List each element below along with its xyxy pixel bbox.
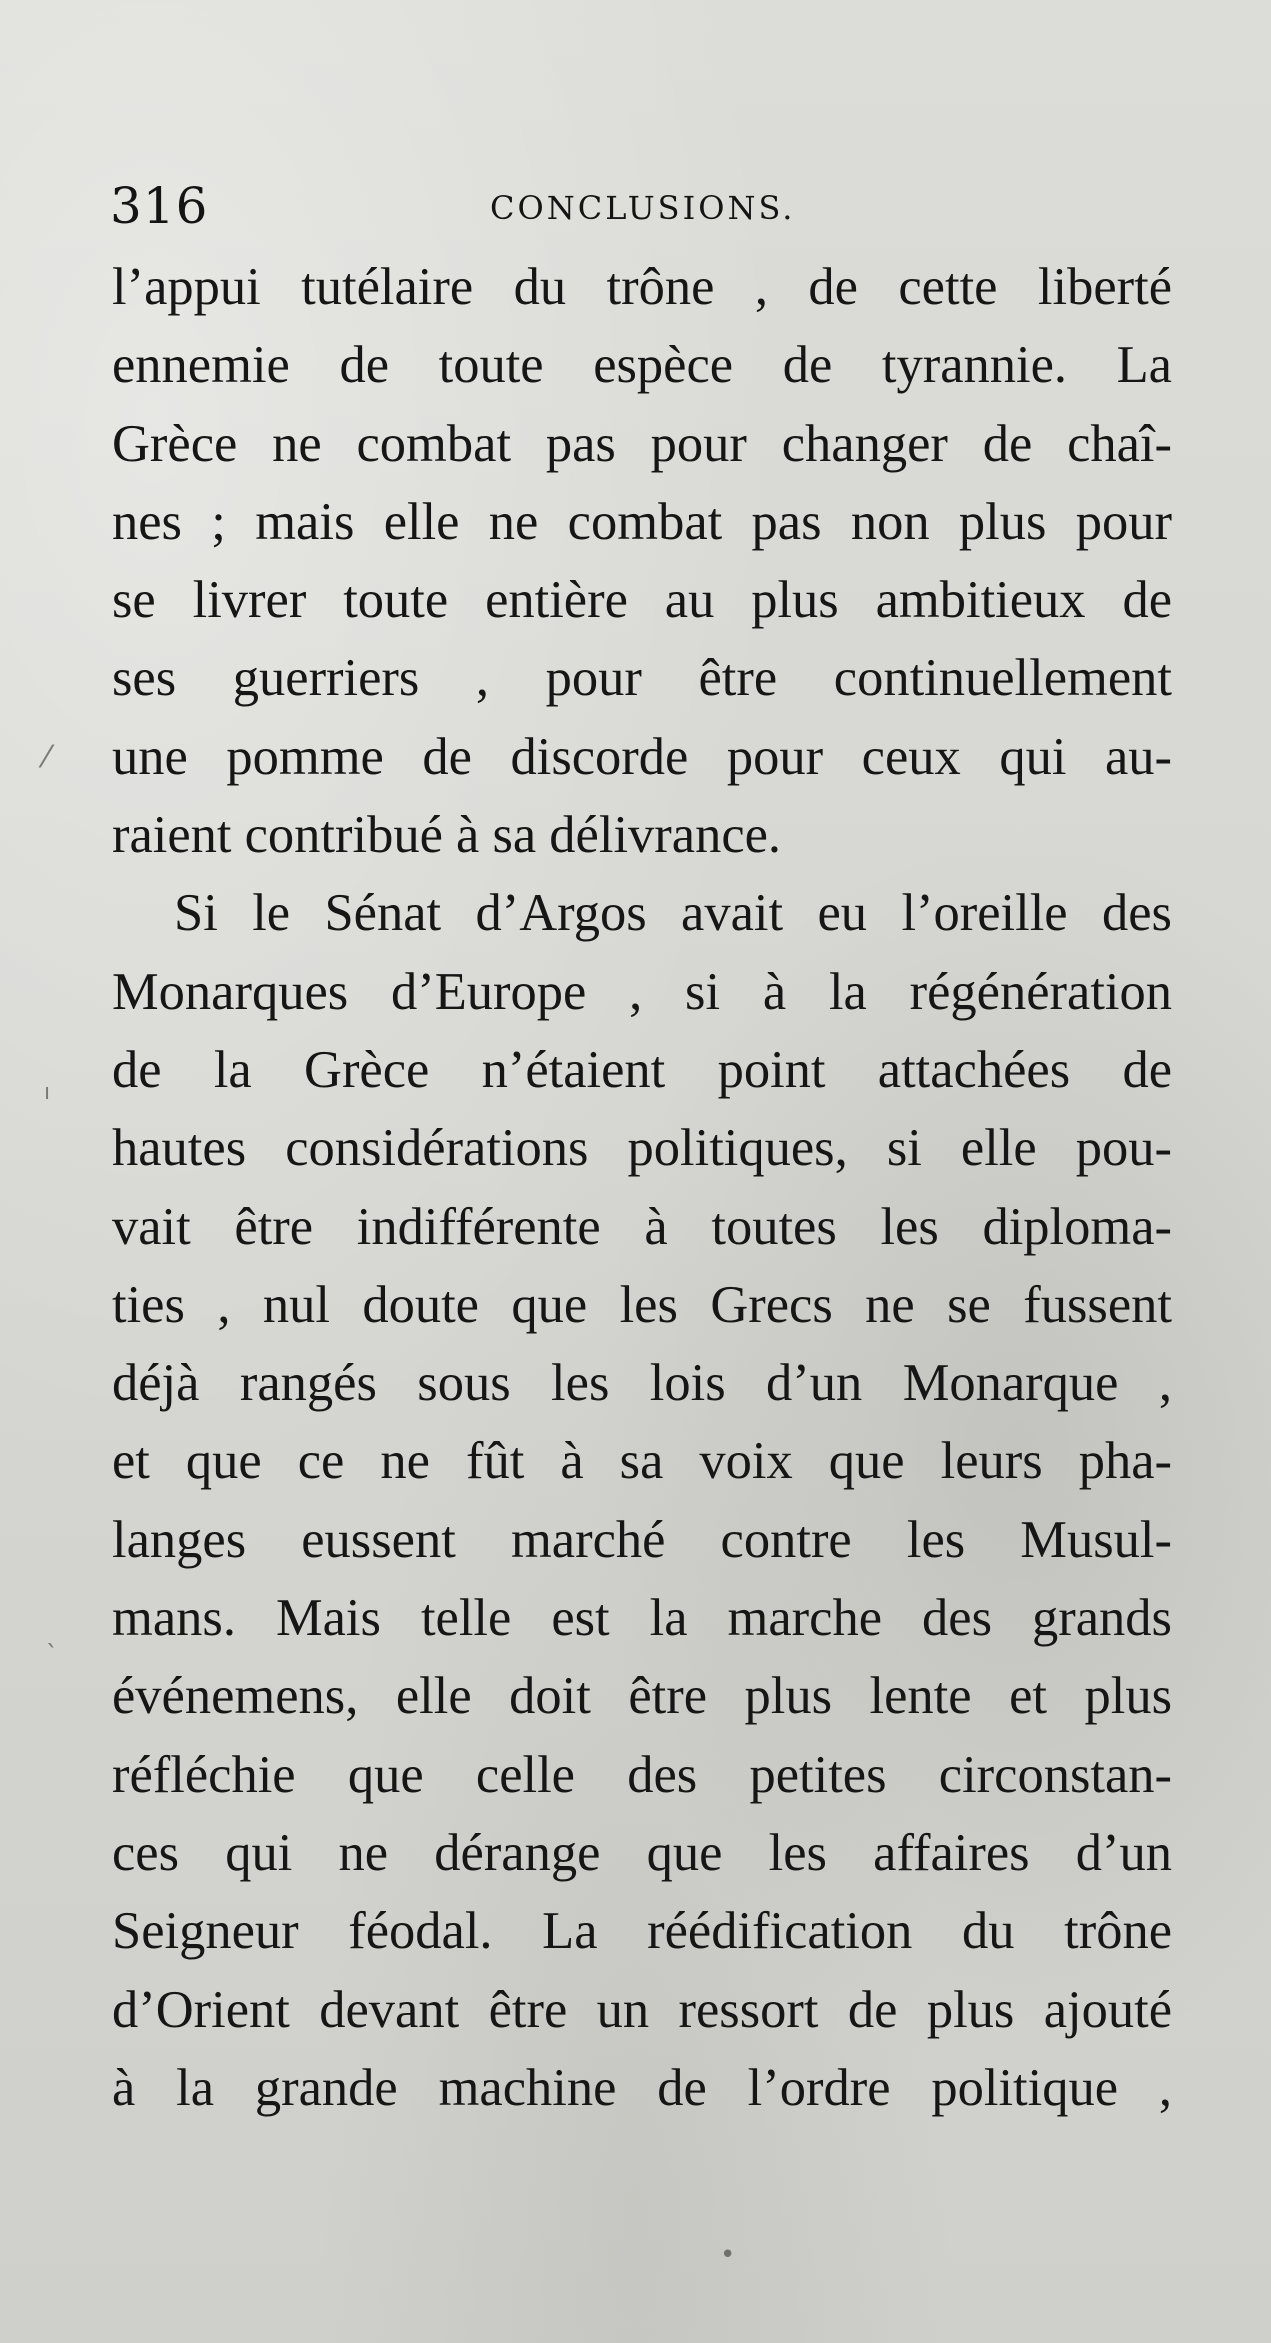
text-line: ces qui ne dérange que les affaires d’un [112, 1823, 1172, 1882]
text-line: mans. Mais telle est la marche des grands [112, 1589, 1172, 1648]
ink-speck: • [720, 2240, 736, 2270]
text-line: hautes considérations politiques, si elle pou- [112, 1119, 1172, 1178]
text-line: Grèce ne combat pas pour changer de chaî- [112, 414, 1172, 473]
paragraph-last-line: raient contribué à sa délivrance. [112, 806, 782, 865]
text-line: Seigneur féodal. La réédification du trône [112, 1902, 1172, 1961]
margin-pencil-mark: ı [44, 1080, 51, 1105]
text-line: à la grande machine de l’ordre politique , [112, 2058, 1172, 2117]
body-text [112, 248, 1172, 2127]
paragraph-first-line: Si le Sénat d’Argos avait eu l’oreille des [174, 884, 1172, 943]
page-number: 316 [110, 177, 209, 235]
running-title: CONCLUSIONS. [490, 189, 796, 227]
text-line: événemens, elle doit être plus lente et plus [112, 1667, 1172, 1726]
text-line: une pomme de discorde pour ceux qui au- [112, 727, 1172, 786]
text-line: déjà rangés sous les lois d’un Monarque , [112, 1354, 1172, 1413]
text-line: se livrer toute entière au plus ambitieux de [112, 571, 1172, 630]
text-line: langes eussent marché contre les Musul- [112, 1510, 1172, 1569]
text-line: Monarques d’Europe , si à la régénération [112, 962, 1172, 1021]
text-line: d’Orient devant être un ressort de plus ajouté [112, 1980, 1172, 2039]
text-line: ses guerriers , pour être continuellement [112, 649, 1172, 708]
text-line: et que ce ne fût à sa voix que leurs pha- [112, 1432, 1172, 1491]
margin-pencil-mark: ˎ [46, 1620, 58, 1648]
text-line: réfléchie que celle des petites circonstan- [112, 1745, 1172, 1804]
running-head [110, 176, 1180, 236]
text-line: nes ; mais elle ne combat pas non plus pour [112, 492, 1172, 551]
text-line: ties , nul doute que les Grecs ne se fussent [112, 1275, 1172, 1334]
text-line: vait être indifférente à toutes les diploma- [112, 1197, 1172, 1256]
text-line: ennemie de toute espèce de tyrannie. La [112, 336, 1172, 395]
text-line: l’appui tutélaire du trône , de cette liberté [112, 258, 1172, 316]
margin-pencil-mark: ⁄ [44, 740, 50, 775]
text-line: de la Grèce n’étaient point attachées de [112, 1040, 1172, 1099]
